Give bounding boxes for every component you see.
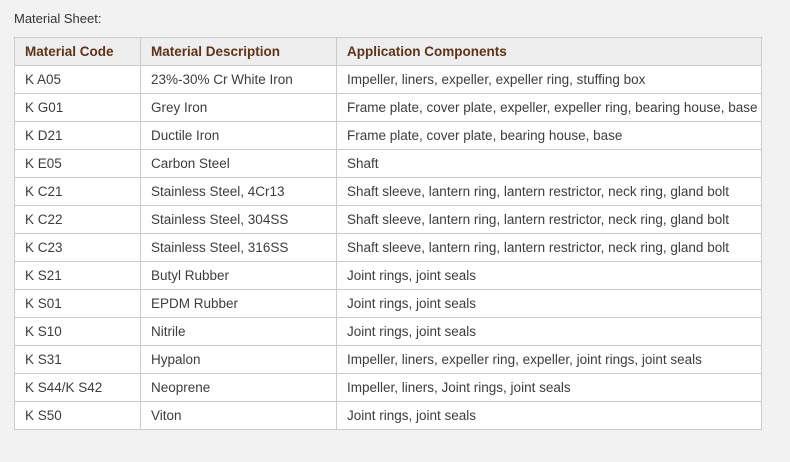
- material-description-cell: EPDM Rubber: [141, 290, 337, 318]
- table-header-row: [15, 38, 762, 66]
- application-components-cell: Frame plate, cover plate, expeller, expeller ring, bearing house, base: [337, 94, 762, 122]
- table-row: [15, 150, 762, 178]
- material-code-cell: K A05: [15, 66, 141, 94]
- material-code-cell: K E05: [15, 150, 141, 178]
- material-description-cell: Grey Iron: [141, 94, 337, 122]
- table-row: [15, 122, 762, 150]
- table-row: [15, 234, 762, 262]
- material-description-cell: Stainless Steel, 316SS: [141, 234, 337, 262]
- material-description-cell: Neoprene: [141, 374, 337, 402]
- table-row: [15, 66, 762, 94]
- table-row: [15, 262, 762, 290]
- table-row: [15, 402, 762, 430]
- material-description-cell: Viton: [141, 402, 337, 430]
- material-description-cell: Nitrile: [141, 318, 337, 346]
- application-components-cell: Frame plate, cover plate, bearing house, base: [337, 122, 762, 150]
- material-code-cell: K S50: [15, 402, 141, 430]
- material-code-cell: K C22: [15, 206, 141, 234]
- material-code-cell: K C21: [15, 178, 141, 206]
- application-components-cell: Impeller, liners, expeller, expeller ring, stuffing box: [337, 66, 762, 94]
- material-description-cell: Ductile Iron: [141, 122, 337, 150]
- table-row: [15, 94, 762, 122]
- material-description-cell: Stainless Steel, 4Cr13: [141, 178, 337, 206]
- material-code-cell: K C23: [15, 234, 141, 262]
- table-row: [15, 290, 762, 318]
- material-sheet-label: Material Sheet:: [14, 11, 102, 26]
- table-row: [15, 318, 762, 346]
- table-row: [15, 374, 762, 402]
- material-code-cell: K D21: [15, 122, 141, 150]
- material-code-cell: K S21: [15, 262, 141, 290]
- material-code-cell: K G01: [15, 94, 141, 122]
- application-components-cell: Impeller, liners, expeller ring, expeller, joint rings, joint seals: [337, 346, 762, 374]
- material-description-cell: Stainless Steel, 304SS: [141, 206, 337, 234]
- application-components-cell: Shaft sleeve, lantern ring, lantern restrictor, neck ring, gland bolt: [337, 234, 762, 262]
- application-components-cell: Shaft: [337, 150, 762, 178]
- application-components-cell: Joint rings, joint seals: [337, 318, 762, 346]
- column-header-material-description: Material Description: [141, 38, 337, 66]
- application-components-cell: Joint rings, joint seals: [337, 262, 762, 290]
- application-components-cell: Shaft sleeve, lantern ring, lantern restrictor, neck ring, gland bolt: [337, 206, 762, 234]
- table-row: [15, 206, 762, 234]
- material-description-cell: 23%-30% Cr White Iron: [141, 66, 337, 94]
- table-row: [15, 346, 762, 374]
- material-description-cell: Butyl Rubber: [141, 262, 337, 290]
- material-code-cell: K S10: [15, 318, 141, 346]
- material-code-cell: K S01: [15, 290, 141, 318]
- application-components-cell: Joint rings, joint seals: [337, 402, 762, 430]
- column-header-application-components: Application Components: [337, 38, 762, 66]
- material-description-cell: Hypalon: [141, 346, 337, 374]
- table-row: [15, 178, 762, 206]
- material-code-cell: K S31: [15, 346, 141, 374]
- material-description-cell: Carbon Steel: [141, 150, 337, 178]
- application-components-cell: Impeller, liners, Joint rings, joint seals: [337, 374, 762, 402]
- material-code-cell: K S44/K S42: [15, 374, 141, 402]
- material-table: [14, 37, 762, 430]
- application-components-cell: Joint rings, joint seals: [337, 290, 762, 318]
- application-components-cell: Shaft sleeve, lantern ring, lantern restrictor, neck ring, gland bolt: [337, 178, 762, 206]
- column-header-material-code: Material Code: [15, 38, 141, 66]
